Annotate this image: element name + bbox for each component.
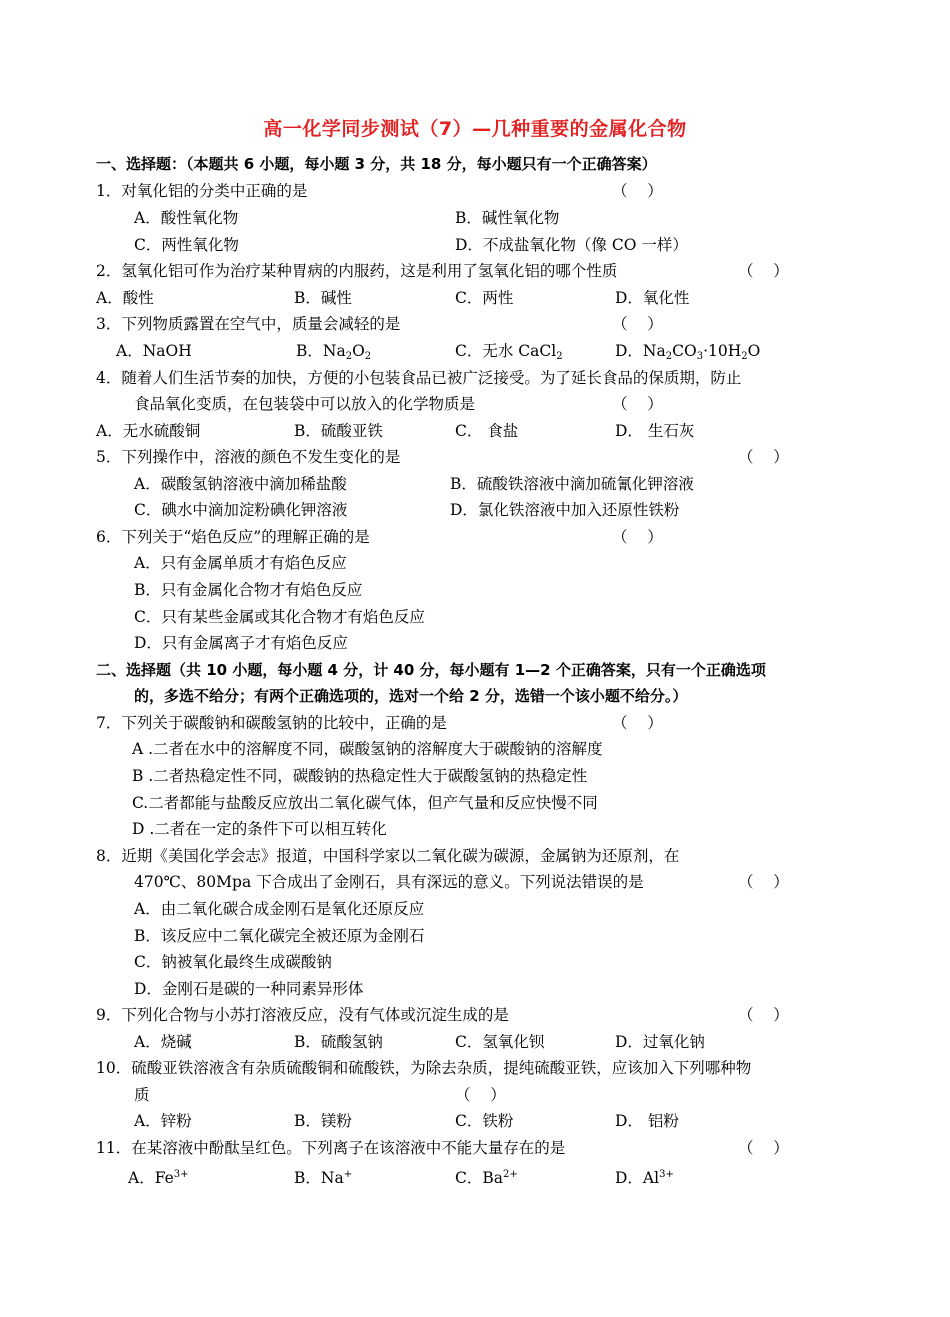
q11-option-b: B．Na+ bbox=[294, 1169, 353, 1187]
q11-answer-blank: （ ） bbox=[738, 1139, 789, 1157]
q11-option-c: C．$Ba^{2+}$ bbox=[455, 1169, 518, 1187]
q3-option-b: B．$Na_2O_2$ bbox=[296, 342, 372, 362]
q6-option-d: D．只有金属离子才有焰色反应 bbox=[134, 634, 348, 652]
q5-option-b: B．硫酸铁溶液中滴加硫氰化钾溶液 bbox=[450, 475, 694, 493]
q7-option-b: B .二者热稳定性不同，碳酸钠的热稳定性大于碳酸氢钠的热稳定性 bbox=[132, 767, 588, 785]
q4-option-a: A．无水硫酸铜 bbox=[96, 422, 201, 440]
q5-option-d: D．氯化铁溶液中加入还原性铁粉 bbox=[450, 501, 680, 519]
q2-option-b: B．碱性 bbox=[294, 289, 352, 307]
q8-option-d: D．金刚石是碳的一种同素异形体 bbox=[134, 980, 364, 998]
q10-stem-line2: 质 bbox=[134, 1086, 150, 1104]
q3-option-d: D．$Na_2CO_3\cdot 10H_2O$ bbox=[615, 342, 761, 362]
q10-option-c: C．铁粉 bbox=[455, 1112, 514, 1130]
q6-option-c: C．只有某些金属或其化合物才有焰色反应 bbox=[134, 608, 425, 626]
q1-option-b: B．碱性氧化物 bbox=[455, 209, 560, 227]
q8-stem-line1: 8．近期《美国化学会志》报道，中国科学家以二氧化碳为碳源，金属钠为还原剂，在 bbox=[96, 847, 680, 865]
q10-option-b: B．镁粉 bbox=[294, 1112, 352, 1130]
q2-option-a: A．酸性 bbox=[96, 289, 154, 307]
q2-option-d: D．氧化性 bbox=[615, 289, 690, 307]
q11-stem: 11．在某溶液中酚酞呈红色。下列离子在该溶液中不能大量存在的是 bbox=[96, 1139, 566, 1157]
q4-option-b: B．硫酸亚铁 bbox=[294, 422, 383, 440]
q7-option-a: A .二者在水中的溶解度不同，碳酸氢钠的溶解度大于碳酸钠的溶解度 bbox=[132, 740, 603, 758]
q4-option-d: D． 生石灰 bbox=[615, 422, 695, 440]
q3-stem: 3．下列物质露置在空气中，质量会减轻的是 bbox=[96, 315, 401, 333]
q4-option-c: C． 食盐 bbox=[455, 422, 519, 440]
q4-stem-line2: 食品氧化变质，在包装袋中可以放入的化学物质是 bbox=[134, 395, 476, 413]
section-2-header-line1: 二、选择题（共 10 小题，每小题 4 分，计 40 分，每小题有 1—2 个正确答案，只有一个正确选项 bbox=[96, 661, 766, 679]
q7-option-d: D .二者在一定的条件下可以相互转化 bbox=[132, 820, 387, 838]
q7-option-c: C.二者都能与盐酸反应放出二氧化碳气体，但产气量和反应快慢不同 bbox=[132, 794, 598, 812]
q8-stem-line2: 470℃、80Mpa 下合成出了金刚石，具有深远的意义。下列说法错误的是 bbox=[134, 873, 644, 891]
q5-stem: 5．下列操作中，溶液的颜色不发生变化的是 bbox=[96, 448, 401, 466]
q8-option-b: B．该反应中二氧化碳完全被还原为金刚石 bbox=[134, 927, 425, 945]
q10-answer-blank: （ ） bbox=[455, 1086, 506, 1104]
q8-option-a: A．由二氧化碳合成金刚石是氧化还原反应 bbox=[134, 900, 425, 918]
q5-answer-blank: （ ） bbox=[738, 448, 789, 466]
q8-answer-blank: （ ） bbox=[738, 873, 789, 891]
q1-stem: 1．对氧化铝的分类中正确的是 bbox=[96, 182, 308, 200]
q8-option-c: C．钠被氧化最终生成碳酸钠 bbox=[134, 953, 332, 971]
page-title: 高一化学同步测试（7）—几种重要的金属化合物 bbox=[263, 118, 687, 140]
section-2-header-line2: 的，多选不给分；有两个正确选项的，选对一个给 2 分，选错一个该小题不给分。） bbox=[134, 687, 688, 705]
q9-stem: 9．下列化合物与小苏打溶液反应，没有气体或沉淀生成的是 bbox=[96, 1006, 509, 1024]
section-1-header: 一、选择题：（本题共 6 小题，每小题 3 分，共 18 分，每小题只有一个正确答案） bbox=[96, 155, 657, 173]
q6-option-a: A．只有金属单质才有焰色反应 bbox=[134, 554, 347, 572]
q3-option-c: C．无水 CaCl$_2$ bbox=[455, 342, 563, 362]
q6-stem: 6．下列关于“焰色反应”的理解正确的是 bbox=[96, 528, 370, 546]
q7-answer-blank: （ ） bbox=[612, 714, 663, 732]
q1-option-d: D．不成盐氧化物（像 CO 一样） bbox=[455, 236, 688, 254]
q10-option-a: A．锌粉 bbox=[134, 1112, 192, 1130]
q5-option-a: A．碳酸氢钠溶液中滴加稀盐酸 bbox=[134, 475, 347, 493]
q10-option-d: D． 铝粉 bbox=[615, 1112, 679, 1130]
q1-answer-blank: （ ） bbox=[612, 182, 663, 200]
q6-answer-blank: （ ） bbox=[612, 528, 663, 546]
q1-option-a: A．酸性氧化物 bbox=[134, 209, 239, 227]
q2-answer-blank: （ ） bbox=[738, 262, 789, 280]
q7-stem: 7．下列关于碳酸钠和碳酸氢钠的比较中，正确的是 bbox=[96, 714, 447, 732]
q4-answer-blank: （ ） bbox=[612, 395, 663, 413]
q2-stem: 2．氢氧化铝可作为治疗某种胃病的内服药，这是利用了氢氧化铝的哪个性质 bbox=[96, 262, 618, 280]
q1-option-c: C．两性氧化物 bbox=[134, 236, 239, 254]
q9-answer-blank: （ ） bbox=[738, 1006, 789, 1024]
q9-option-a: A．烧碱 bbox=[134, 1033, 192, 1051]
q2-option-c: C．两性 bbox=[455, 289, 514, 307]
q11-option-d: D．$Al^{3+}$ bbox=[615, 1169, 674, 1187]
q3-answer-blank: （ ） bbox=[612, 315, 663, 333]
q3-option-a: A．NaOH bbox=[116, 342, 192, 360]
q11-option-a: A．$Fe^{3+}$ bbox=[128, 1169, 189, 1187]
q10-stem-line1: 10．硫酸亚铁溶液含有杂质硫酸铜和硫酸铁，为除去杂质，提纯硫酸亚铁，应该加入下列哪种物 bbox=[96, 1059, 752, 1077]
q9-option-d: D．过氧化钠 bbox=[615, 1033, 705, 1051]
q5-option-c: C．碘水中滴加淀粉碘化钾溶液 bbox=[134, 501, 348, 519]
q9-option-b: B．硫酸氢钠 bbox=[294, 1033, 383, 1051]
q4-stem-line1: 4．随着人们生活节奏的加快，方便的小包装食品已被广泛接受。为了延长食品的保质期，防止 bbox=[96, 369, 742, 387]
q6-option-b: B．只有金属化合物才有焰色反应 bbox=[134, 581, 363, 599]
q9-option-c: C．氢氧化钡 bbox=[455, 1033, 545, 1051]
